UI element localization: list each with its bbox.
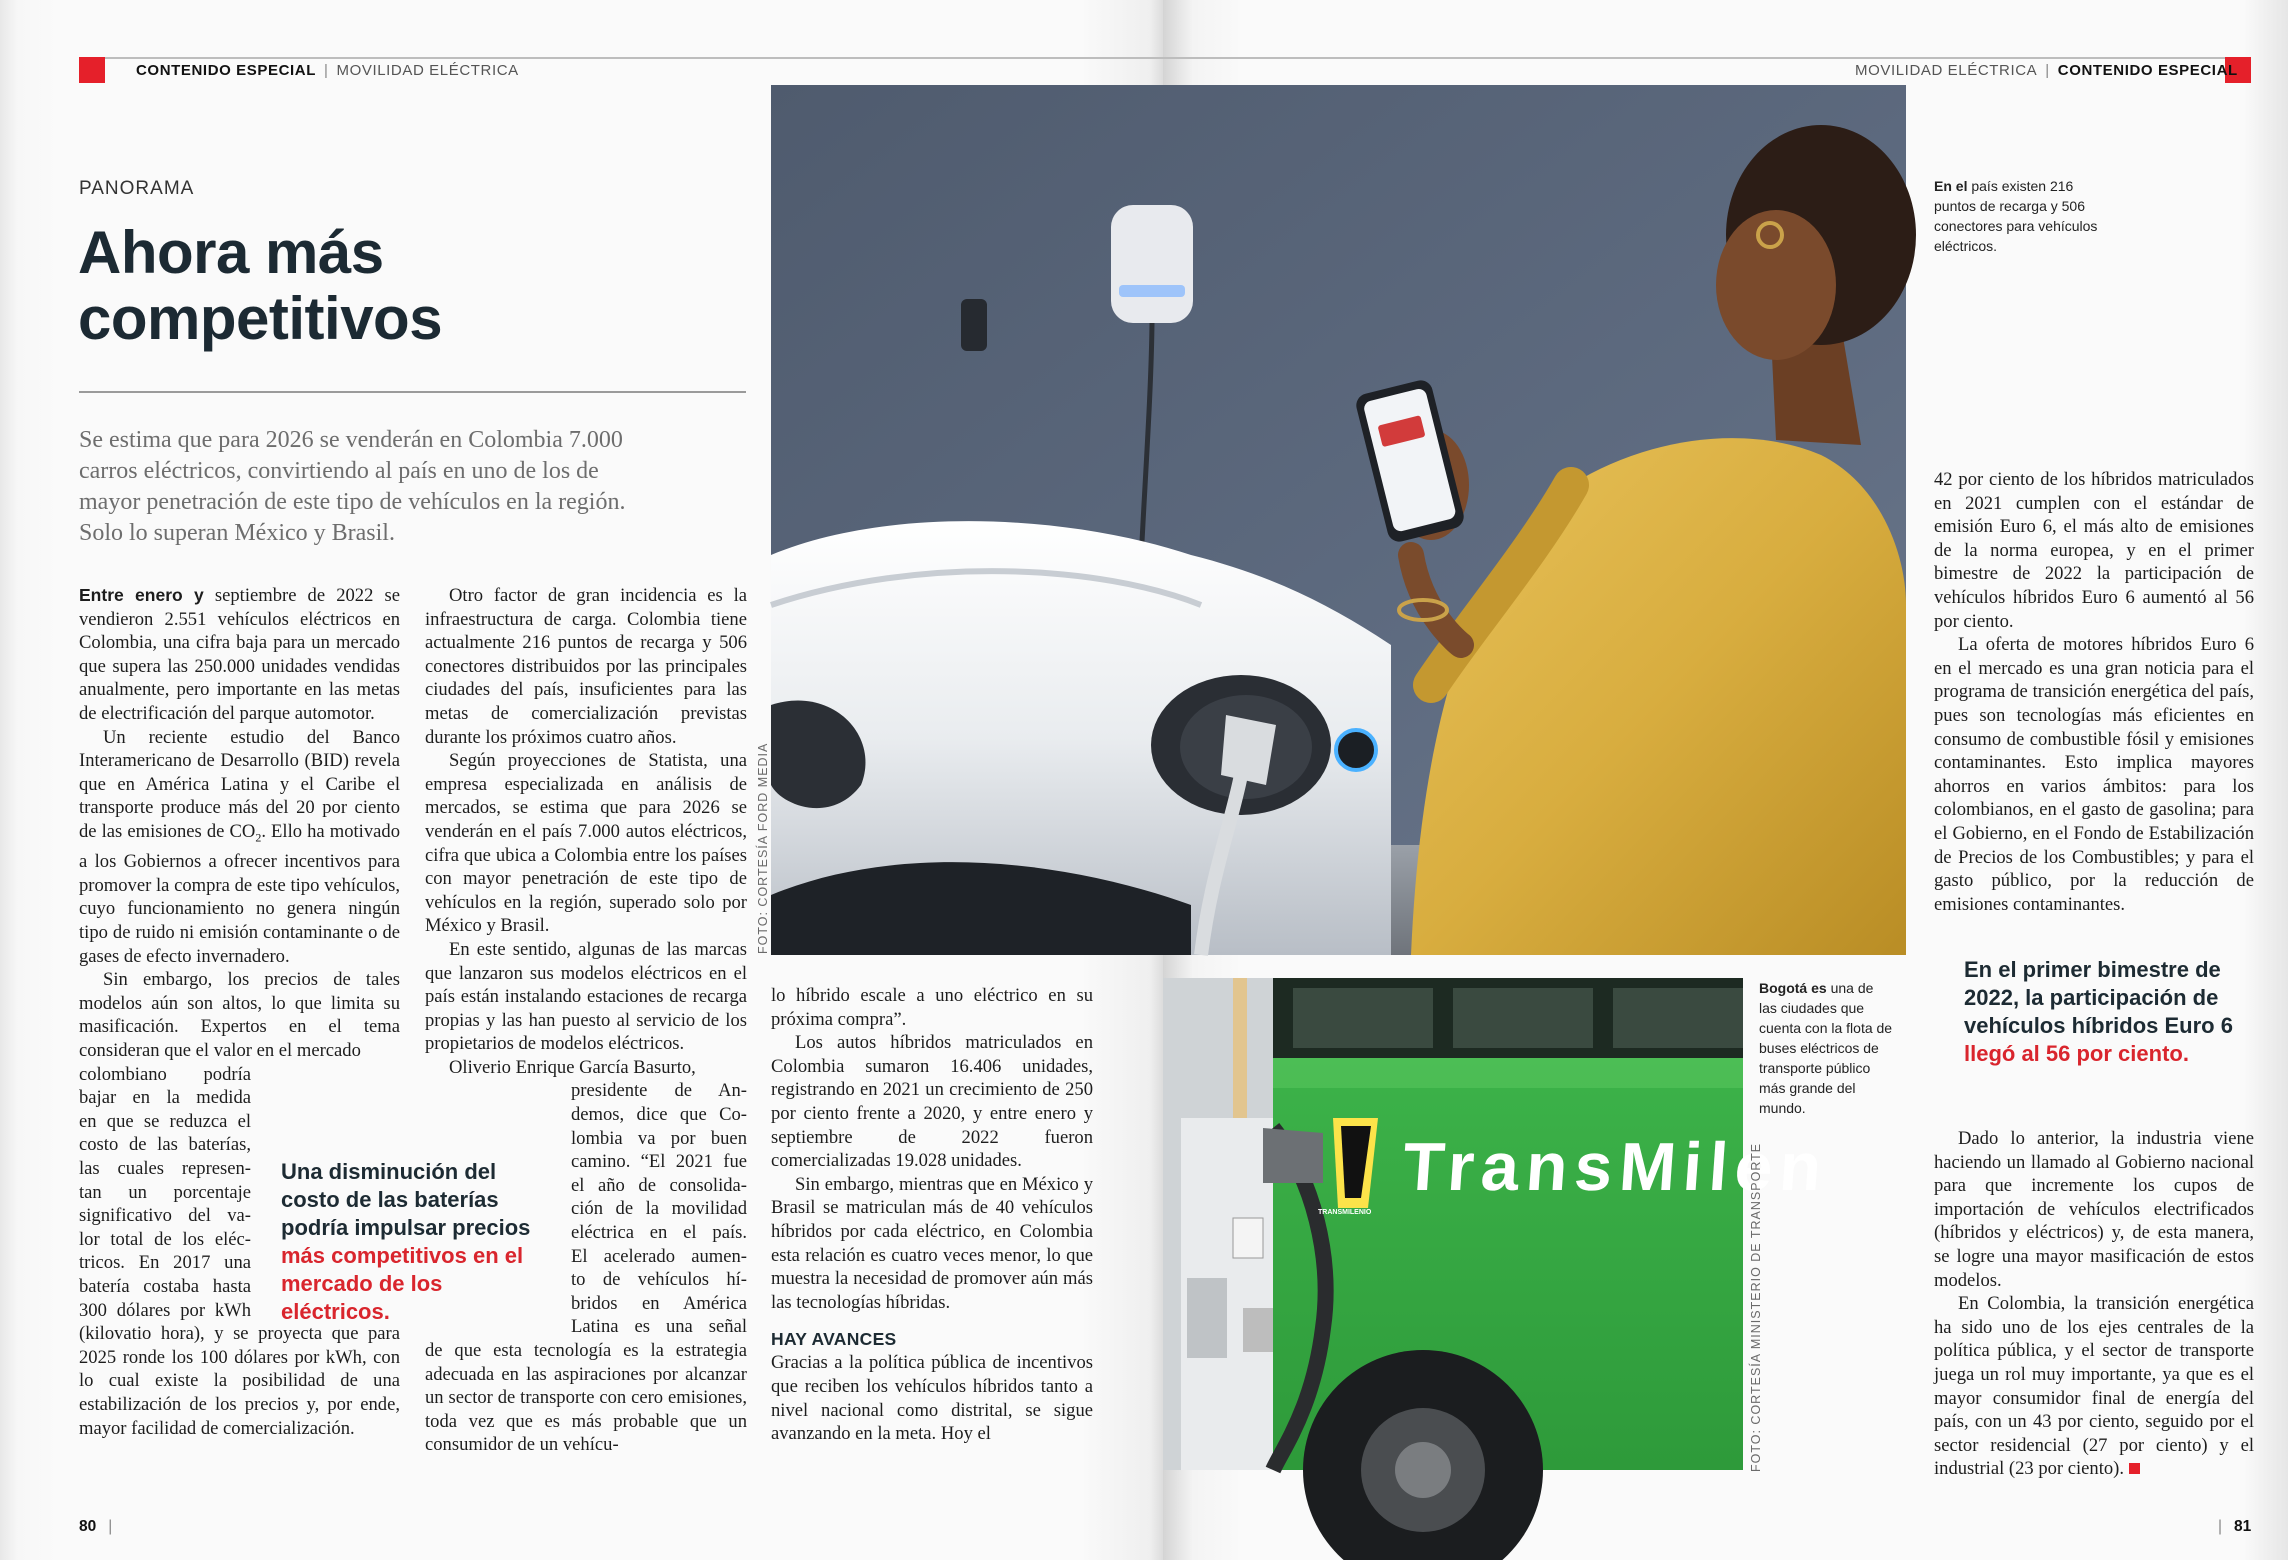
column-3 [771, 984, 1093, 1446]
subhead-hay-avances: HAY AVANCES [771, 1329, 897, 1350]
header-right: MOVILIDAD ELÉCTRICA | CONTENIDO ESPECIAL [1855, 62, 2238, 79]
title-divider [79, 391, 746, 393]
pull-quote-2: En el primer bimestre de 2022, la participación de vehículos híbridos Euro 6 llegó al 56 por ciento. [1964, 957, 2233, 1066]
header-left-topic: MOVILIDAD ELÉCTRICA [336, 62, 519, 79]
main-photo [771, 85, 1906, 955]
page-title [78, 220, 778, 352]
column-4-top [1934, 468, 2254, 916]
pull-quote-1: Una disminución del costo de las baterías podría impulsar precios más competitivos en el mercado de los eléctricos. [281, 1159, 531, 1324]
main-photo-caption: En el país existen 216 puntos de recarga y 506 conectores para vehículos eléctricos. [1934, 178, 2098, 254]
page-number-left: 80 | [79, 1518, 113, 1535]
main-photo-illustration [771, 85, 1906, 955]
col1-paragraph-2: Un reciente estudio del Banco Interamericano de Desarrollo (BID) revela que en América Latina y el Caribe el transporte produce más del 20 por ciento de las emisiones de $CO_2$. Ello ha motivado a los Gobiernos a ofrecer incentivos para promover la compra de este tipo vehículos, cuyo funcionamiento no genera ningún tipo de ruido ni emisión contaminante o de gases de efecto invernadero. [79, 726, 400, 967]
header-left-section: CONTENIDO ESPECIAL [136, 62, 316, 79]
column-2 [425, 584, 747, 1457]
col4-paragraph-3: Dado lo anterior, la industria viene haciendo un llamado al Gobierno nacional para que incremente los cupos de importación de vehículos electrificados (híbridos y eléctricos) y, de esta manera, se logre una mayor masificación de estos modelos. [1934, 1128, 2254, 1291]
page-number-right: | 81 [2218, 1518, 2252, 1535]
page-title-line2: competitivos [78, 285, 443, 352]
end-mark-icon [2129, 1463, 2140, 1474]
bus-logo-text: TRANSMILENIO [1318, 1209, 1372, 1216]
col3-paragraph-1: lo híbrido escale a uno eléctrico en su próxima compra”. [771, 985, 1093, 1030]
col1-paragraph-1: Entre enero y septiembre de 2022 se vendieron 2.551 vehículos eléctricos en Colombia, una cifra baja para un mercado que supera las 250.000 unidades vendidas anualmente, pero importante en las metas de electrificación del parque automotor. [79, 585, 400, 724]
col4-paragraph-4: En Colombia, la transición energética ha sido uno de los ejes centrales de la política pública, y el sector de transporte juega un rol muy importante, ya que es el mayor consumidor final de energía del país, con un 43 por ciento, seguido por el sector residencial (27 por ciento) y el industrial (23 por ciento). [1934, 1293, 2254, 1480]
col2-paragraph-3: En este sentido, algunas de las marcas que lanzaron sus modelos eléctricos en el país están instalando estaciones de recarga propias y las han puesto al servicio de los propietarios de modelos eléctricos. [425, 938, 747, 1055]
col4-paragraph-1: 42 por ciento de los híbridos matriculados en 2021 cumplen con el estándar de emisión Euro 6, el más alto de emisiones de la norma europea, y en el primer bimestre de 2022 la participación de vehículos híbridos Euro 6 aumentó al 56 por ciento. [1934, 469, 2254, 632]
col2-paragraph-4-end: de que esta tecnología es la estrategia adecuada en las aspiraciones por alcanzar un sector de transporte con cero emisiones, toda vez que es más probable que un consumidor de un vehícu- [425, 1340, 747, 1456]
col3-paragraph-4: Gracias a la política pública de incentivos que reciben los vehículos híbridos tanto a nivel nacional como distrital, se sigue avanzando en la meta. Hoy el [771, 1352, 1093, 1445]
col1-narrow-lines: colombiano podría bajar en la medida en que se reduzca el costo de las baterías, las cuales represen- tan un porcentaje significativo del va- lor total de los eléc- tricos. En 2017 una batería costaba hasta 300 dólares por kWh [79, 1063, 251, 1321]
col3-paragraph-3: Sin embargo, mientras que en México y Brasil se matriculan más de 40 vehículos híbridos por cada eléctrico, en Colombia esta relación es cuatro veces menor, lo que muestra la necesidad de promover aún más las tecnologías híbridas. [771, 1173, 1093, 1313]
header-left: CONTENIDO ESPECIAL | MOVILIDAD ELÉCTRICA [136, 62, 519, 79]
header-right-section: CONTENIDO ESPECIAL [2057, 62, 2238, 79]
bus-photo-credit: FOTO: CORTESÍA MINISTERIO DE TRANSPORTE [1749, 1142, 1763, 1472]
col3-paragraph-2: Los autos híbridos matriculados en Colombia sumaron 16.406 unidades, registrando en 2021 un crecimiento de 250 por ciento frente a 2020, y entre enero y septiembre de 2022 fueron comercializadas 19.028 unidades. [771, 1032, 1093, 1172]
header-red-square-left [79, 57, 105, 83]
bus-photo-caption: Bogotá es una de las ciudades que cuenta con la flota de buses eléctricos de transporte público más grande del mundo. [1759, 980, 1893, 1116]
col2-paragraph-4: Oliverio Enrique García Basurto, [449, 1056, 696, 1078]
bus-lettering: TransMilen [1400, 1129, 1831, 1205]
col2-paragraph-1: Otro factor de gran incidencia es la infraestructura de carga. Colombia tiene actualmente 216 puntos de recarga y 506 conectores distribuidos por las principales ciudades del país, insuficientes para las metas de comercialización previstas durante los próximos cuatro años. [425, 585, 747, 748]
col1-paragraph-3: Sin embargo, los precios de tales modelos aún son altos, lo que limita su masificación. Expertos en el tema consideran que el valor en el mercado [79, 969, 400, 1061]
header-rule [79, 57, 2251, 59]
header-right-topic: MOVILIDAD ELÉCTRICA [1855, 62, 2038, 79]
col2-paragraph-2: Según proyecciones de Statista, una empresa especializada en análisis de mercados, se estima que para 2026 se venderán en el país 7.000 autos eléctricos, cifra que ubica a Colombia entre los países con mayor penetración de este tipo de vehículos en la región, superado solo por México y Brasil. [425, 750, 747, 937]
main-photo-credit: FOTO: CORTESÍA FORD MEDIA [756, 742, 770, 954]
lead-paragraph: Se estima que para 2026 se venderán en Colombia 7.000 carros eléctricos, convirtiendo al país en uno de los de mayor penetración de este tipo de vehículos en la región. Solo lo superan México y Brasil. [79, 427, 626, 546]
page-title-line1: Ahora más [78, 219, 384, 286]
kicker: PANORAMA [79, 178, 195, 199]
col1-paragraph-3-end: (kilovatio hora), y se proyecta que para 2025 ronde los 100 dólares por kWh, con lo cual existe la posibilidad de una estabilización de los precios y, por ende, mayor facilidad de comercialización. [79, 1323, 400, 1439]
column-4-bottom [1934, 1127, 2254, 1481]
col2-narrow-lines: presidente de An- demos, dice que Co- lombia va por buen camino. “El 2021 fue el año de consolida- ción de la movilidad eléctrica en el país. El acelerado aumen- to de vehículos hí- bridos en América Latina es una señal [571, 1080, 747, 1338]
col4-paragraph-2: La oferta de motores híbridos Euro 6 en el mercado es una gran noticia para el programa de transición energética del país, pues son tecnologías más eficientes en consumo de combustible fósil y emisiones contaminantes. Esto implica mayores ahorros en varios ámbitos: para los colombianos, en el gasto de gasolina; para el Gobierno, en el Fondo de Estabilización de Precios de los Combustibles; y para el gasto público, por la reducción de emisiones contaminantes. [1934, 634, 2254, 915]
bus-photo-illustration [1163, 978, 1743, 1470]
